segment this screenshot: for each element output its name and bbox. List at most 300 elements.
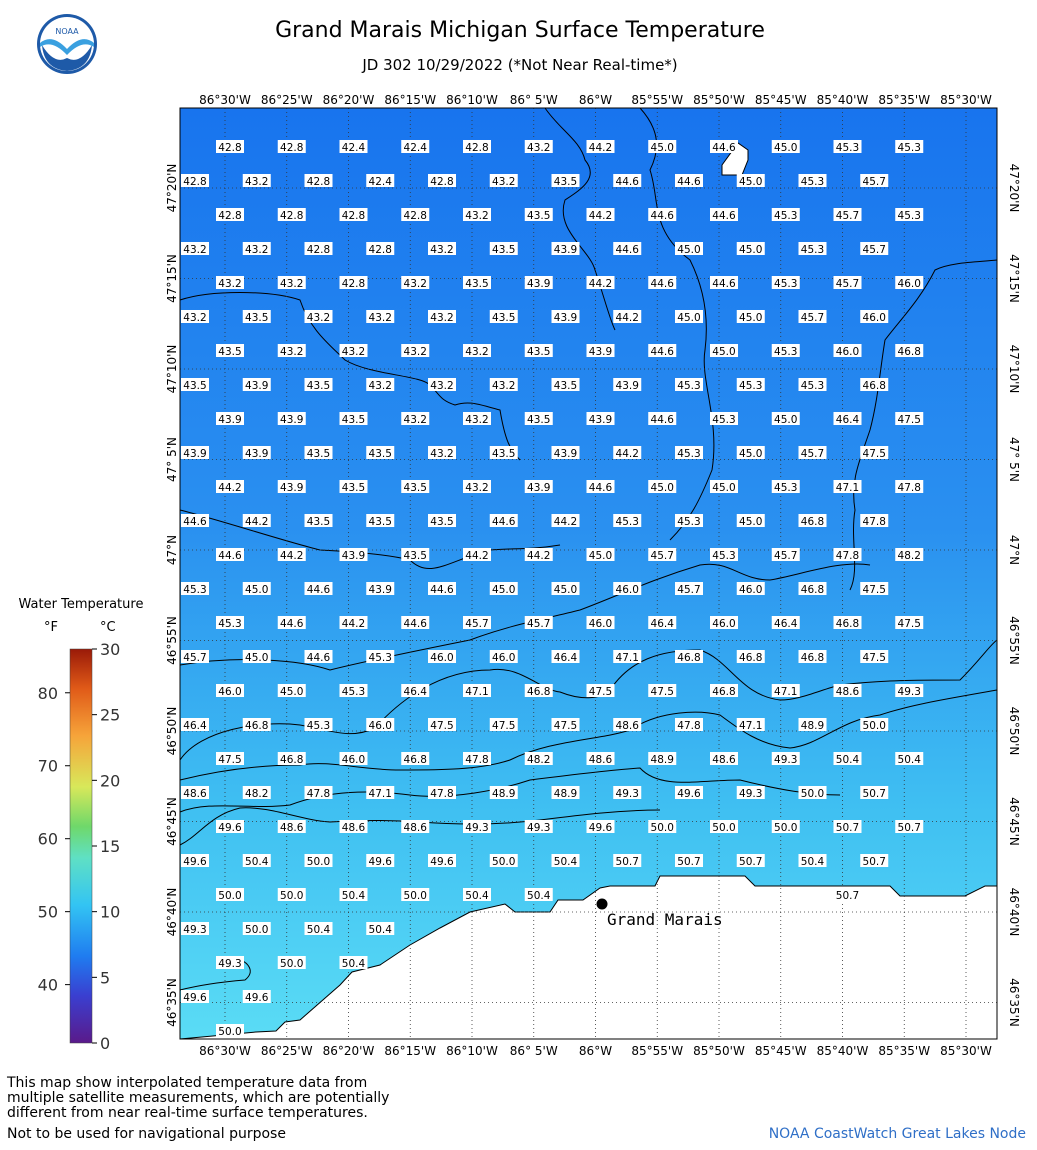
latitude-label: 46°45'N (1007, 797, 1021, 846)
temperature-value: 49.6 (218, 822, 242, 834)
longitude-label: 85°40'W (816, 1044, 869, 1058)
temperature-value: 42.8 (306, 244, 331, 256)
temperature-value: 45.3 (712, 414, 736, 426)
temperature-value: 45.3 (800, 380, 825, 392)
temperature-value: 44.6 (712, 278, 736, 290)
temperature-value: 48.9 (553, 788, 578, 800)
temperature-value: 48.2 (527, 754, 551, 766)
temperature-value: 50.7 (739, 856, 763, 868)
temperature-value: 45.7 (862, 176, 886, 188)
temperature-value: 45.3 (897, 142, 921, 154)
longitude-label: 86° 5'W (509, 93, 558, 107)
temperature-value: 47.5 (492, 720, 516, 732)
temperature-value: 45.0 (677, 312, 701, 324)
temperature-value: 43.2 (280, 346, 304, 358)
temperature-value: 50.4 (897, 754, 921, 766)
temperature-value: 47.8 (897, 482, 921, 494)
temperature-value: 44.2 (527, 550, 551, 562)
temperature-value: 44.6 (615, 176, 639, 188)
temperature-value: 42.4 (368, 176, 392, 188)
temperature-value: 43.2 (183, 312, 207, 324)
longitude-label: 86°15'W (384, 93, 437, 107)
temperature-value: 43.5 (306, 516, 331, 528)
temperature-value: 44.2 (588, 142, 613, 154)
longitude-label: 86°10'W (446, 93, 498, 107)
temperature-value: 43.9 (527, 278, 551, 290)
temperature-value: 43.2 (183, 244, 207, 256)
temperature-value: 44.6 (650, 278, 674, 290)
temperature-value: 42.8 (280, 210, 304, 222)
latitude-label: 47°10'N (165, 344, 179, 394)
temperature-value: 46.0 (430, 652, 454, 664)
longitude-label: 86°25'W (260, 93, 313, 107)
latitude-label: 46°50'N (1007, 706, 1021, 756)
latitude-label: 46°35'N (165, 978, 179, 1027)
temperature-value: 43.9 (280, 482, 304, 494)
temperature-value: 42.8 (183, 176, 207, 188)
temperature-value: 47.8 (677, 720, 701, 732)
temperature-value: 47.5 (862, 584, 886, 596)
legend-color-bar (0, 640, 160, 1055)
temperature-value: 44.6 (712, 210, 736, 222)
temperature-value: 42.8 (218, 210, 242, 222)
temperature-value: 43.5 (430, 516, 454, 528)
temperature-value: 50.0 (774, 822, 798, 834)
temperature-value: 46.8 (403, 754, 427, 766)
temperature-value: 50.0 (280, 958, 304, 970)
temperature-value: 50.4 (465, 890, 489, 902)
temperature-value: 45.3 (677, 448, 701, 460)
temperature-value: 50.4 (341, 890, 366, 902)
temperature-value: 43.5 (492, 312, 516, 324)
temperature-value: 45.3 (739, 380, 763, 392)
legend-fahrenheit-label: 70 (37, 756, 58, 776)
temperature-value: 45.0 (739, 516, 763, 528)
temperature-value: 43.2 (245, 176, 269, 188)
longitude-label: 86°W (578, 1044, 613, 1058)
temperature-value: 46.0 (341, 754, 366, 766)
temperature-value: 44.6 (712, 142, 736, 154)
temperature-value: 43.9 (245, 380, 269, 392)
temperature-value: 43.2 (430, 312, 454, 324)
temperature-value: 46.8 (800, 516, 825, 528)
temperature-value: 44.6 (650, 210, 674, 222)
temperature-value: 45.3 (306, 720, 331, 732)
temperature-value: 45.3 (712, 550, 736, 562)
temperature-value: 43.2 (430, 380, 454, 392)
temperature-value: 43.2 (430, 448, 454, 460)
temperature-value: 46.8 (527, 686, 551, 698)
legend-fahrenheit-label: 50 (37, 902, 58, 922)
temperature-value: 46.8 (245, 720, 269, 732)
temperature-value: 45.3 (183, 584, 207, 596)
logo-text: NOAA (55, 27, 79, 36)
temperature-value: 45.0 (492, 584, 516, 596)
temperature-value: 47.1 (465, 686, 489, 698)
temperature-value: 45.0 (677, 244, 701, 256)
temperature-value: 44.2 (615, 448, 639, 460)
longitude-label: 86°25'W (260, 1044, 313, 1058)
temperature-value: 45.7 (183, 652, 207, 664)
latitude-label: 47°N (165, 534, 179, 566)
temperature-value: 46.8 (712, 686, 736, 698)
temperature-value: 43.2 (368, 380, 392, 392)
temperature-value: 50.4 (835, 754, 860, 766)
legend-unit-fahrenheit: °F (44, 620, 58, 635)
temperature-value: 49.3 (739, 788, 763, 800)
temperature-value: 44.6 (650, 346, 674, 358)
legend-celsius-label: 25 (100, 705, 121, 725)
temperature-value: 44.6 (677, 176, 701, 188)
temperature-value: 47.1 (615, 652, 639, 664)
legend-fahrenheit-label: 80 (37, 683, 58, 703)
temperature-value: 50.7 (862, 788, 886, 800)
temperature-value: 42.8 (368, 244, 392, 256)
temperature-value: 46.8 (835, 618, 860, 630)
city-label: Grand Marais (607, 910, 723, 929)
legend-celsius-label: 5 (100, 968, 111, 988)
temperature-value: 45.3 (341, 686, 366, 698)
temperature-value: 50.7 (615, 856, 639, 868)
temperature-value: 42.8 (465, 142, 489, 154)
temperature-value: 45.7 (677, 584, 701, 596)
temperature-value: 50.0 (862, 720, 886, 732)
temperature-value: 49.6 (183, 856, 207, 868)
temperature-value: 50.0 (650, 822, 674, 834)
longitude-label: 85°55'W (631, 1044, 684, 1058)
temperature-value: 49.3 (465, 822, 489, 834)
temperature-value: 45.3 (677, 516, 701, 528)
temperature-value: 45.3 (774, 482, 798, 494)
legend-title: Water Temperature (18, 597, 144, 612)
temperature-value: 49.6 (183, 992, 207, 1004)
temperature-value: 46.0 (218, 686, 242, 698)
temperature-value: 42.8 (280, 142, 304, 154)
temperature-value: 44.6 (218, 550, 242, 562)
temperature-value: 50.4 (527, 890, 551, 902)
temperature-value: 44.2 (588, 210, 613, 222)
latitude-label: 47°15'N (1007, 254, 1021, 303)
latitude-label: 46°40'N (165, 887, 179, 937)
temperature-value: 50.7 (677, 856, 701, 868)
temperature-value: 50.0 (492, 856, 516, 868)
latitude-label: 47° 5'N (165, 437, 179, 482)
temperature-value: 44.2 (245, 516, 269, 528)
temperature-value: 45.0 (588, 550, 613, 562)
temperature-value: 50.4 (368, 924, 392, 936)
temperature-value: 49.6 (677, 788, 701, 800)
page-subtitle: JD 302 10/29/2022 (*Not Near Real-time*) (362, 56, 678, 74)
latitude-label: 47°20'N (1007, 163, 1021, 213)
temperature-value: 45.7 (650, 550, 674, 562)
temperature-value: 43.5 (368, 448, 392, 460)
temperature-value: 46.4 (774, 618, 798, 630)
temperature-value: 42.8 (341, 278, 366, 290)
temperature-value: 48.6 (615, 720, 639, 732)
temperature-value: 44.6 (306, 652, 331, 664)
temperature-value: 47.8 (835, 550, 860, 562)
temperature-value: 45.7 (835, 278, 860, 290)
temperature-value: 46.8 (897, 346, 921, 358)
temperature-value: 44.6 (588, 482, 613, 494)
temperature-value: 48.9 (650, 754, 674, 766)
longitude-label: 86°30'W (199, 93, 251, 107)
temperature-value: 43.5 (465, 278, 489, 290)
disclaimer (7, 1076, 487, 1121)
latitude-label: 47°20'N (165, 163, 179, 213)
temperature-value: 49.6 (588, 822, 613, 834)
temperature-value: 50.0 (306, 856, 331, 868)
temperature-value: 48.6 (403, 822, 427, 834)
temperature-value: 49.3 (897, 686, 921, 698)
temperature-value: 45.3 (615, 516, 639, 528)
temperature-value: 44.6 (280, 618, 304, 630)
temperature-value: 47.5 (588, 686, 613, 698)
temperature-value: 50.0 (800, 788, 825, 800)
legend-celsius-label: 15 (100, 837, 121, 856)
temperature-value: 43.9 (245, 448, 269, 460)
temperature-value: 43.2 (403, 278, 427, 290)
latitude-label: 47° 5'N (1007, 437, 1021, 482)
temperature-value: 49.3 (615, 788, 639, 800)
temperature-value: 44.2 (280, 550, 304, 562)
longitude-label: 86° 5'W (509, 1044, 558, 1058)
temperature-value: 43.2 (245, 244, 269, 256)
temperature-value: 43.2 (218, 278, 242, 290)
temperature-value: 43.9 (553, 448, 578, 460)
temperature-value: 46.0 (835, 346, 860, 358)
legend-fahrenheit-label: 60 (37, 829, 58, 849)
legend-fahrenheit-label: 40 (37, 975, 58, 995)
temperature-value: 44.6 (306, 584, 331, 596)
temperature-value: 47.5 (897, 414, 921, 426)
longitude-label: 85°30'W (940, 93, 992, 107)
temperature-value: 45.0 (739, 244, 763, 256)
temperature-value: 46.0 (897, 278, 921, 290)
temperature-value: 45.3 (897, 210, 921, 222)
temperature-value: 46.0 (368, 720, 392, 732)
temperature-value: 45.3 (774, 278, 798, 290)
temperature-value: 43.9 (368, 584, 392, 596)
temperature-value: 43.5 (403, 550, 427, 562)
temperature-value: 45.0 (774, 414, 798, 426)
temperature-value: 45.0 (553, 584, 578, 596)
temperature-value: 47.1 (835, 482, 860, 494)
latitude-label: 46°35'N (1007, 978, 1021, 1027)
temperature-value: 49.6 (368, 856, 392, 868)
temperature-value: 50.0 (712, 822, 736, 834)
temperature-value: 44.2 (341, 618, 366, 630)
temperature-value: 49.3 (218, 958, 242, 970)
temperature-value: 42.8 (430, 176, 454, 188)
temperature-value: 50.0 (245, 924, 269, 936)
temperature-value: 50.4 (245, 856, 269, 868)
latitude-label: 46°50'N (165, 706, 179, 756)
temperature-value: 45.0 (245, 652, 269, 664)
longitude-label: 85°35'W (878, 93, 931, 107)
city-marker (597, 899, 608, 910)
longitude-label: 86°30'W (199, 1044, 251, 1058)
temperature-value: 45.0 (739, 312, 763, 324)
temperature-value: 43.5 (527, 210, 551, 222)
temperature-value: 48.6 (835, 686, 860, 698)
temperature-value: 45.0 (712, 346, 736, 358)
temperature-value: 46.8 (280, 754, 304, 766)
legend-celsius-label: 0 (100, 1034, 111, 1053)
temperature-value: 48.6 (183, 788, 207, 800)
temperature-value: 50.7 (862, 856, 886, 868)
navigation-note: Not to be used for navigational purpose (7, 1126, 286, 1142)
latitude-label: 47°10'N (1007, 344, 1021, 394)
legend-celsius-label: 20 (100, 771, 121, 791)
temperature-value: 47.8 (430, 788, 454, 800)
latitude-label: 46°40'N (1007, 887, 1021, 937)
temperature-value: 43.5 (553, 176, 578, 188)
temperature-value: 43.2 (430, 244, 454, 256)
temperature-value: 48.6 (341, 822, 366, 834)
temperature-value: 43.2 (341, 346, 366, 358)
temperature-value: 50.7 (835, 890, 860, 902)
temperature-value: 46.8 (800, 652, 825, 664)
temperature-value: 50.4 (553, 856, 578, 868)
temperature-value: 48.9 (492, 788, 516, 800)
disclaimer-line: multiple satellite measurements, which are potentially (7, 1090, 390, 1106)
temperature-value: 42.8 (403, 210, 427, 222)
temperature-value: 47.8 (862, 516, 886, 528)
longitude-label: 85°45'W (754, 93, 807, 107)
temperature-value: 44.6 (615, 244, 639, 256)
temperature-value: 49.6 (430, 856, 454, 868)
temperature-value: 43.5 (403, 482, 427, 494)
temperature-value: 44.6 (492, 516, 516, 528)
temperature-value: 44.2 (465, 550, 489, 562)
temperature-value: 43.5 (492, 448, 516, 460)
temperature-value: 46.4 (183, 720, 207, 732)
temperature-value: 47.5 (218, 754, 242, 766)
temperature-value: 45.7 (527, 618, 551, 630)
temperature-value: 42.8 (341, 210, 366, 222)
temperature-value: 45.7 (465, 618, 489, 630)
temperature-value: 42.8 (218, 142, 242, 154)
temperature-value: 43.5 (306, 448, 331, 460)
temperature-value: 50.4 (341, 958, 366, 970)
temperature-value: 47.1 (739, 720, 763, 732)
temperature-value: 49.3 (183, 924, 207, 936)
temperature-value: 43.5 (492, 244, 516, 256)
temperature-value: 43.5 (553, 380, 578, 392)
temperature-value: 46.0 (615, 584, 639, 596)
temperature-value: 47.5 (430, 720, 454, 732)
temperature-value: 50.0 (280, 890, 304, 902)
temperature-value: 42.8 (306, 176, 331, 188)
temperature-value: 43.2 (465, 210, 489, 222)
temperature-value: 44.2 (615, 312, 639, 324)
temperature-value: 45.0 (650, 482, 674, 494)
temperature-value: 43.5 (527, 346, 551, 358)
disclaimer-line: This map show interpolated temperature data from (7, 1075, 368, 1091)
temperature-value: 44.6 (183, 516, 207, 528)
temperature-value: 45.7 (800, 312, 825, 324)
temperature-value: 48.9 (800, 720, 825, 732)
legend-gradient (70, 649, 92, 1043)
temperature-value: 43.2 (280, 278, 304, 290)
temperature-value: 44.6 (650, 414, 674, 426)
temperature-value: 50.7 (897, 822, 921, 834)
temperature-value: 45.0 (739, 448, 763, 460)
temperature-value: 45.3 (800, 244, 825, 256)
temperature-value: 43.2 (492, 380, 516, 392)
temperature-value: 46.0 (588, 618, 613, 630)
temperature-value: 46.8 (739, 652, 763, 664)
temperature-value: 46.0 (492, 652, 516, 664)
temperature-value: 46.4 (403, 686, 427, 698)
temperature-value: 43.5 (183, 380, 207, 392)
longitude-label: 85°30'W (940, 1044, 992, 1058)
temperature-value: 43.9 (183, 448, 207, 460)
temperature-value: 43.2 (465, 414, 489, 426)
longitude-label: 86°W (578, 93, 613, 107)
temperature-value: 49.3 (774, 754, 798, 766)
temperature-value: 46.0 (739, 584, 763, 596)
longitude-label: 85°55'W (631, 93, 684, 107)
temperature-value: 45.0 (739, 176, 763, 188)
latitude-label: 46°45'N (165, 797, 179, 846)
temperature-value: 47.1 (774, 686, 798, 698)
temperature-value: 43.9 (280, 414, 304, 426)
temperature-value: 50.0 (218, 1026, 242, 1038)
temperature-value: 43.9 (588, 346, 613, 358)
temperature-value: 48.2 (897, 550, 921, 562)
temperature-value: 43.2 (403, 346, 427, 358)
temperature-value: 43.2 (368, 312, 392, 324)
temperature-value: 43.2 (306, 312, 331, 324)
temperature-value: 45.3 (677, 380, 701, 392)
temperature-value: 43.9 (588, 414, 613, 426)
temperature-value: 45.7 (800, 448, 825, 460)
legend-unit-celsius: °C (100, 620, 116, 635)
temperature-value: 46.0 (712, 618, 736, 630)
page-title: Grand Marais Michigan Surface Temperature (275, 18, 765, 43)
temperature-value: 50.4 (800, 856, 825, 868)
longitude-label: 85°35'W (878, 1044, 931, 1058)
temperature-value: 43.9 (341, 550, 366, 562)
temperature-value: 47.8 (465, 754, 489, 766)
temperature-value: 43.9 (527, 482, 551, 494)
temperature-value: 43.2 (403, 414, 427, 426)
temperature-value: 47.5 (862, 448, 886, 460)
temperature-value: 46.8 (677, 652, 701, 664)
temperature-value: 43.5 (306, 380, 331, 392)
latitude-label: 47°N (1007, 534, 1021, 566)
temperature-value: 43.5 (218, 346, 242, 358)
temperature-value: 45.7 (774, 550, 798, 562)
temperature-value: 49.6 (245, 992, 269, 1004)
longitude-label: 85°50'W (693, 93, 745, 107)
temperature-value: 43.2 (465, 482, 489, 494)
temperature-value: 43.5 (245, 312, 269, 324)
temperature-value: 46.4 (650, 618, 674, 630)
temperature-value: 48.6 (712, 754, 736, 766)
temperature-value: 45.3 (218, 618, 242, 630)
temperature-value: 47.8 (306, 788, 331, 800)
temperature-value: 47.1 (368, 788, 392, 800)
temperature-value: 43.9 (615, 380, 639, 392)
temperature-value: 47.5 (553, 720, 578, 732)
temperature-value: 43.5 (368, 516, 392, 528)
temperature-value: 45.7 (835, 210, 860, 222)
temperature-value: 45.3 (774, 210, 798, 222)
temperature-value: 43.2 (465, 346, 489, 358)
